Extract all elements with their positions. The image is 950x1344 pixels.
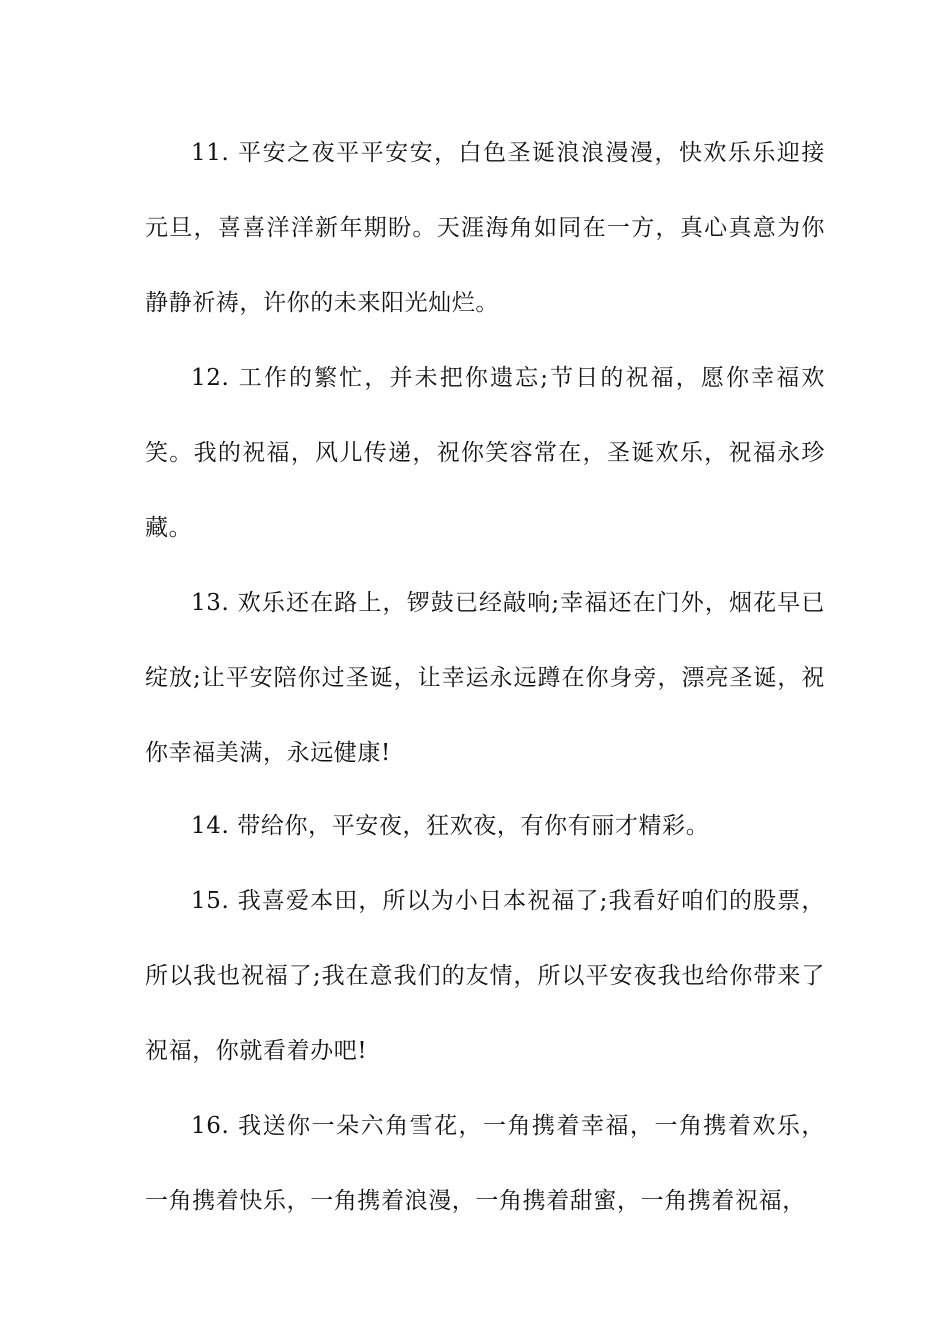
paragraph-14: 14. 带给你，平安夜，狂欢夜，有你有丽才精彩。 bbox=[191, 813, 710, 839]
paragraph-16: 16. 我送你一朵六角雪花，一角携着幸福，一角携着欢乐，一角携着快乐，一角携着浪漫，一角携着甜蜜，一角携着祝福， bbox=[145, 1113, 825, 1214]
paragraph-15: 15. 我喜爱本田，所以为小日本祝福了;我看好咱们的股票，所以我也祝福了;我在意我们的友情，所以平安夜我也给你带来了祝福，你就看着办吧! bbox=[145, 888, 825, 1064]
paragraph-11: 11. 平安之夜平平安安，白色圣诞浪浪漫漫，快欢乐乐迎接元旦，喜喜洋洋新年期盼。天涯海角如同在一方，真心真意为你静静祈祷，许你的未来阳光灿烂。 bbox=[145, 140, 825, 316]
paragraph-13: 13. 欢乐还在路上，锣鼓已经敲响;幸福还在门外，烟花早已绽放;让平安陪你过圣诞，让幸运永远蹲在你身旁，漂亮圣诞，祝你幸福美满，永远健康! bbox=[145, 590, 825, 766]
paragraph-12: 12. 工作的繁忙，并未把你遗忘;节日的祝福，愿你幸福欢笑。我的祝福，风儿传递，祝你笑容常在，圣诞欢乐，祝福永珍藏。 bbox=[145, 365, 825, 541]
